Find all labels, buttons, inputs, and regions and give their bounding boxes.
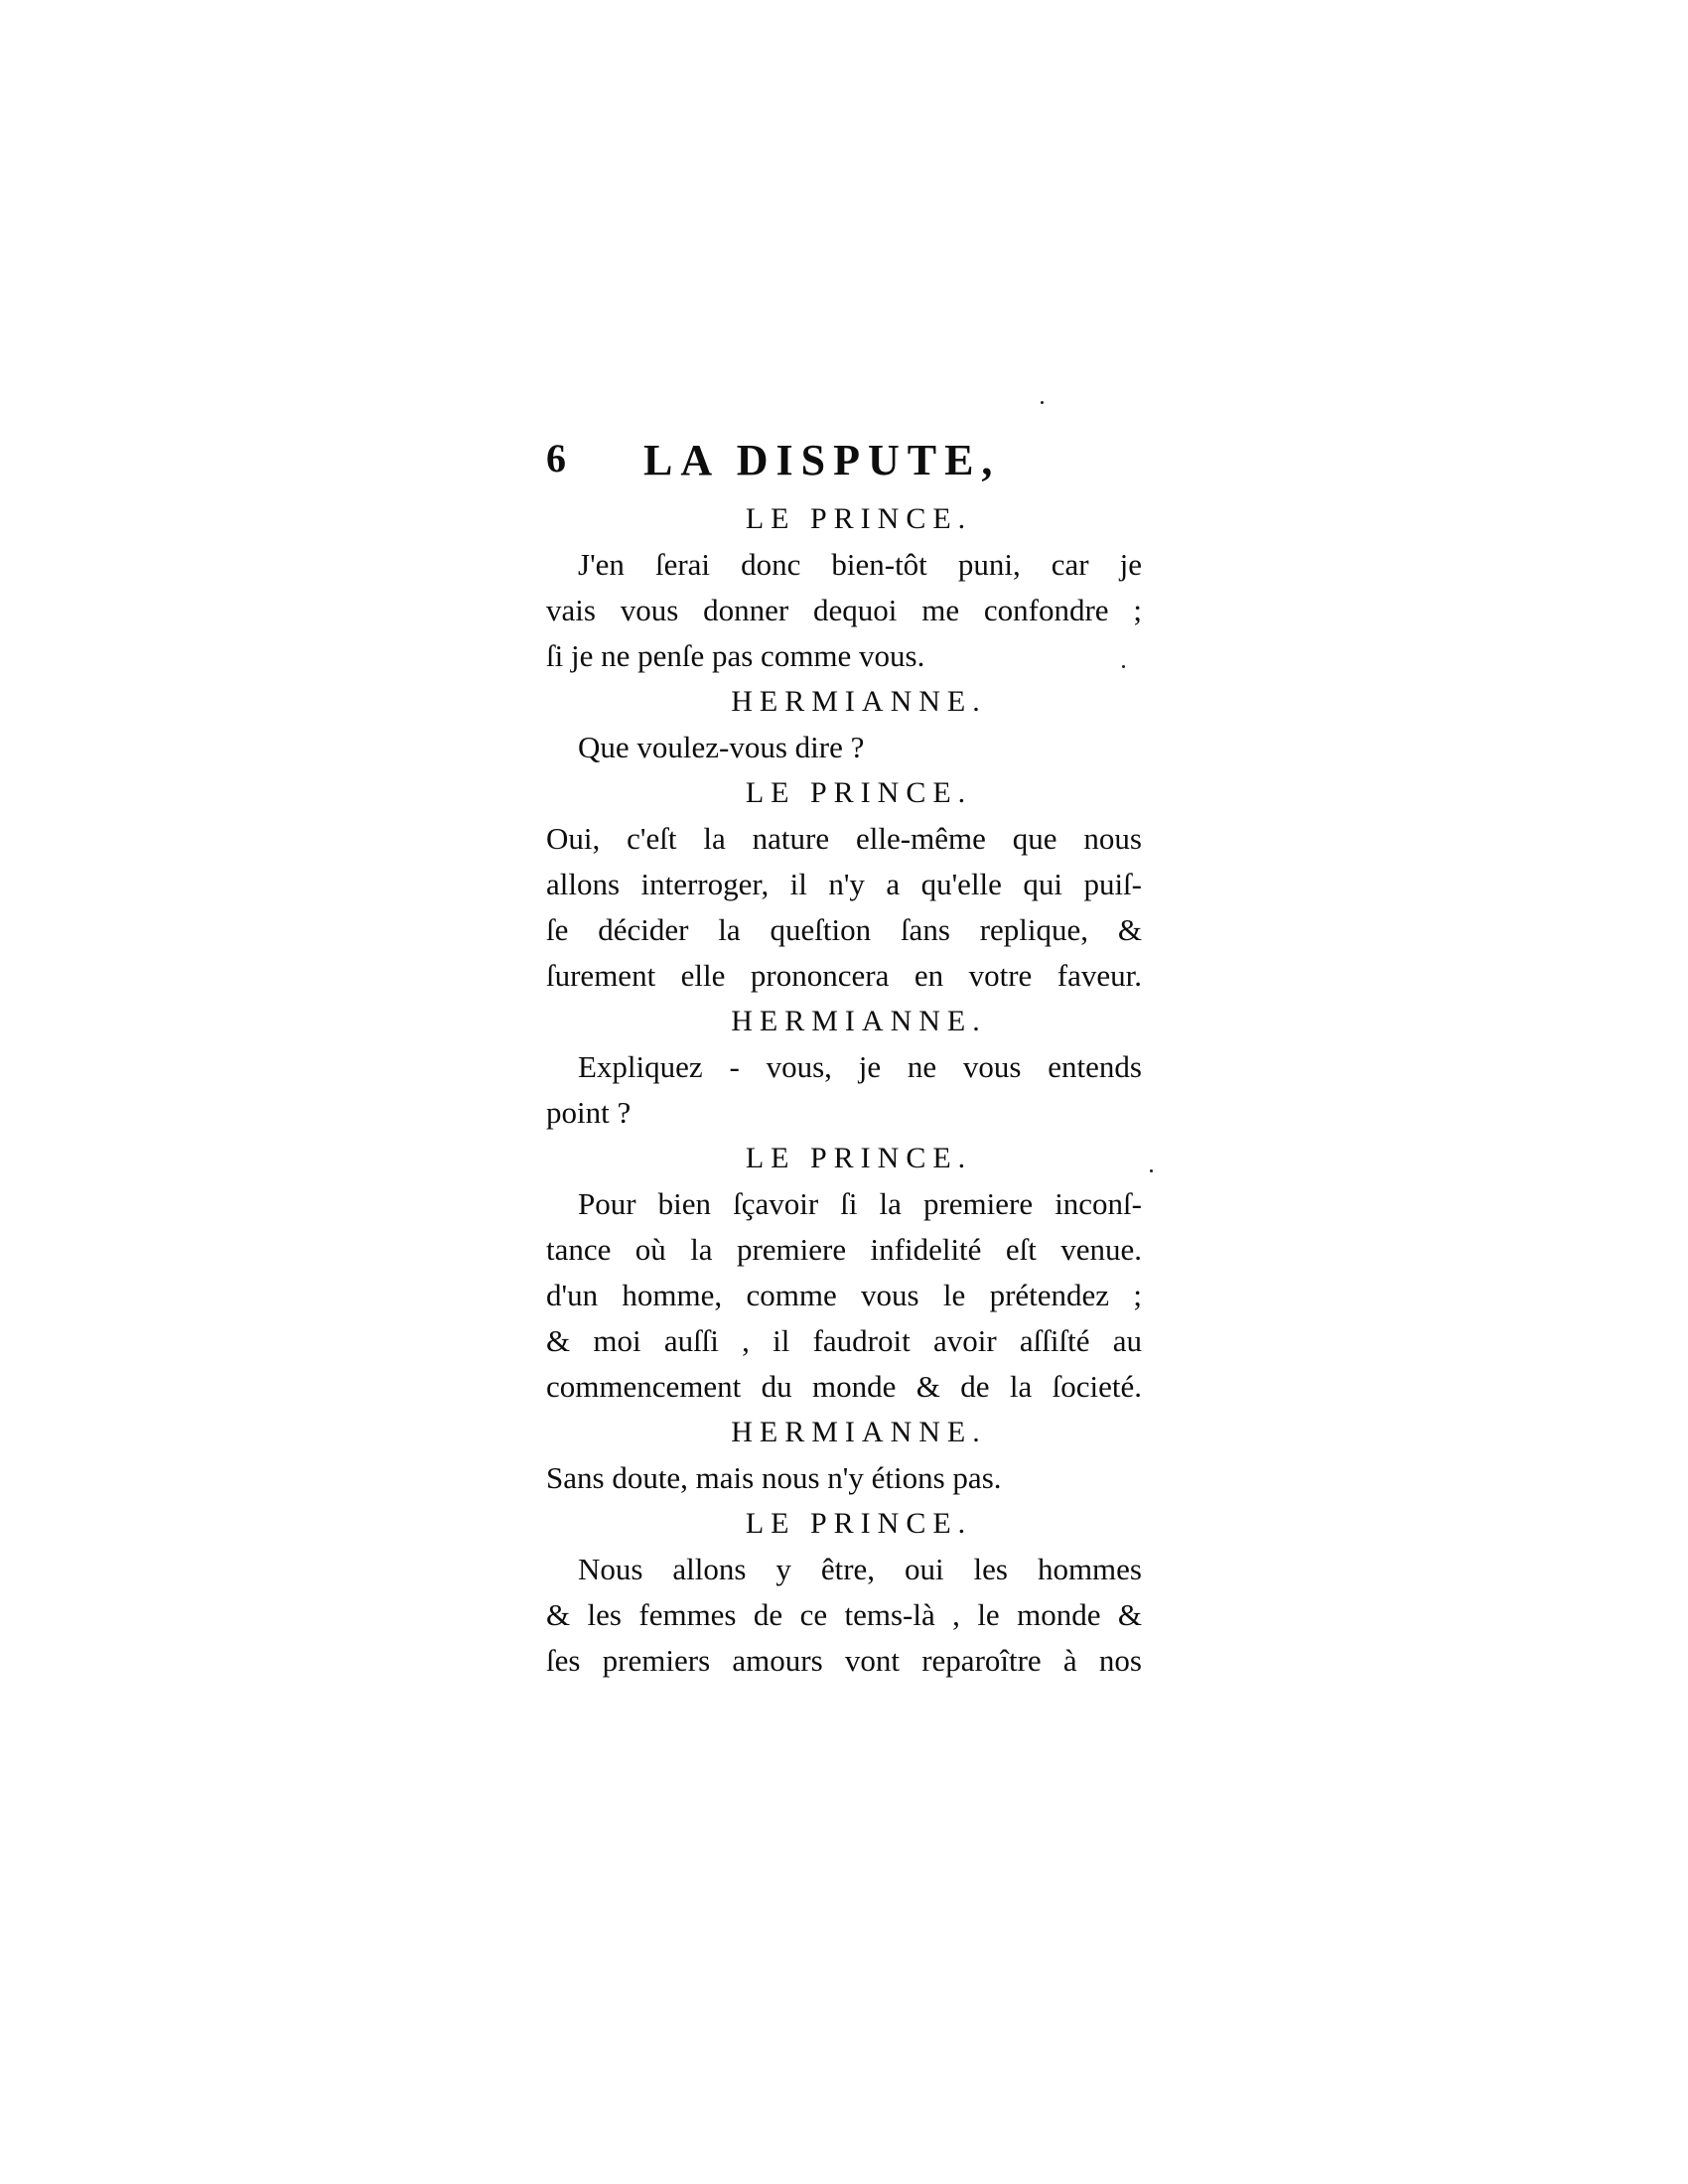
running-title: LA DISPUTE, [643, 436, 1001, 484]
speech [546, 725, 1142, 770]
speech [546, 542, 1142, 679]
speaker-heading: LE PRINCE. [745, 502, 973, 535]
speaker-heading: HERMIANNE. [731, 685, 987, 718]
speech [546, 1547, 1142, 1684]
speech-line: ſe décider la queſtion ſans replique, & [546, 912, 1142, 947]
speech-line: Pour bien ſçavoir ſi la premiere inconſ- [578, 1186, 1142, 1221]
speaker-heading: HERMIANNE. [731, 1416, 987, 1448]
speech-line: ſes premiers amours vont reparoître à nos [546, 1643, 1142, 1678]
ink-speck [1150, 1169, 1153, 1172]
speech [546, 1455, 1142, 1501]
speaker-heading: HERMIANNE. [731, 1005, 987, 1037]
speech-line: J'en ſerai donc bien-tôt puni, car je [578, 547, 1142, 582]
speech-line: point ? [546, 1095, 632, 1130]
speech [546, 1181, 1142, 1410]
page-number: 6 [546, 436, 574, 480]
speech-line: tance où la premiere infidelité eſt venue. [546, 1232, 1142, 1267]
speech-line: Oui, c'eſt la nature elle-même que nous [546, 821, 1142, 856]
speech [546, 816, 1142, 999]
speech-line: Expliquez - vous, je ne vous entends [578, 1049, 1142, 1084]
speech-line: allons interroger, il n'y a qu'elle qui puiſ- [546, 867, 1142, 901]
speaker-heading: LE PRINCE. [745, 1142, 973, 1174]
speech-line: & moi auſſi , il faudroit avoir aſſiſté au [546, 1323, 1142, 1358]
speech-line: Sans doute, mais nous n'y étions pas. [546, 1460, 1002, 1495]
ink-speck [1041, 401, 1044, 404]
speech-line: commencement du monde & de la ſocieté. [546, 1369, 1142, 1404]
speech-line: Que voulez-vous dire ? [578, 730, 865, 764]
speech-line: vais vous donner dequoi me confondre ; [546, 593, 1142, 627]
speech [546, 1044, 1142, 1136]
speaker-heading: LE PRINCE. [745, 776, 973, 809]
text-block [546, 427, 1142, 1684]
speaker-heading: LE PRINCE. [745, 1507, 973, 1540]
speech-line: d'un homme, comme vous le prétendez ; [546, 1278, 1142, 1312]
speech-line: ſi je ne penſe pas comme vous. [546, 638, 925, 673]
speech-line: Nous allons y être, oui les hommes [578, 1552, 1142, 1586]
speech-line: ſurement elle prononcera en votre faveur. [546, 958, 1142, 993]
running-head [546, 427, 1142, 496]
speech-line: & les femmes de ce tems-là , le monde & [546, 1597, 1142, 1632]
